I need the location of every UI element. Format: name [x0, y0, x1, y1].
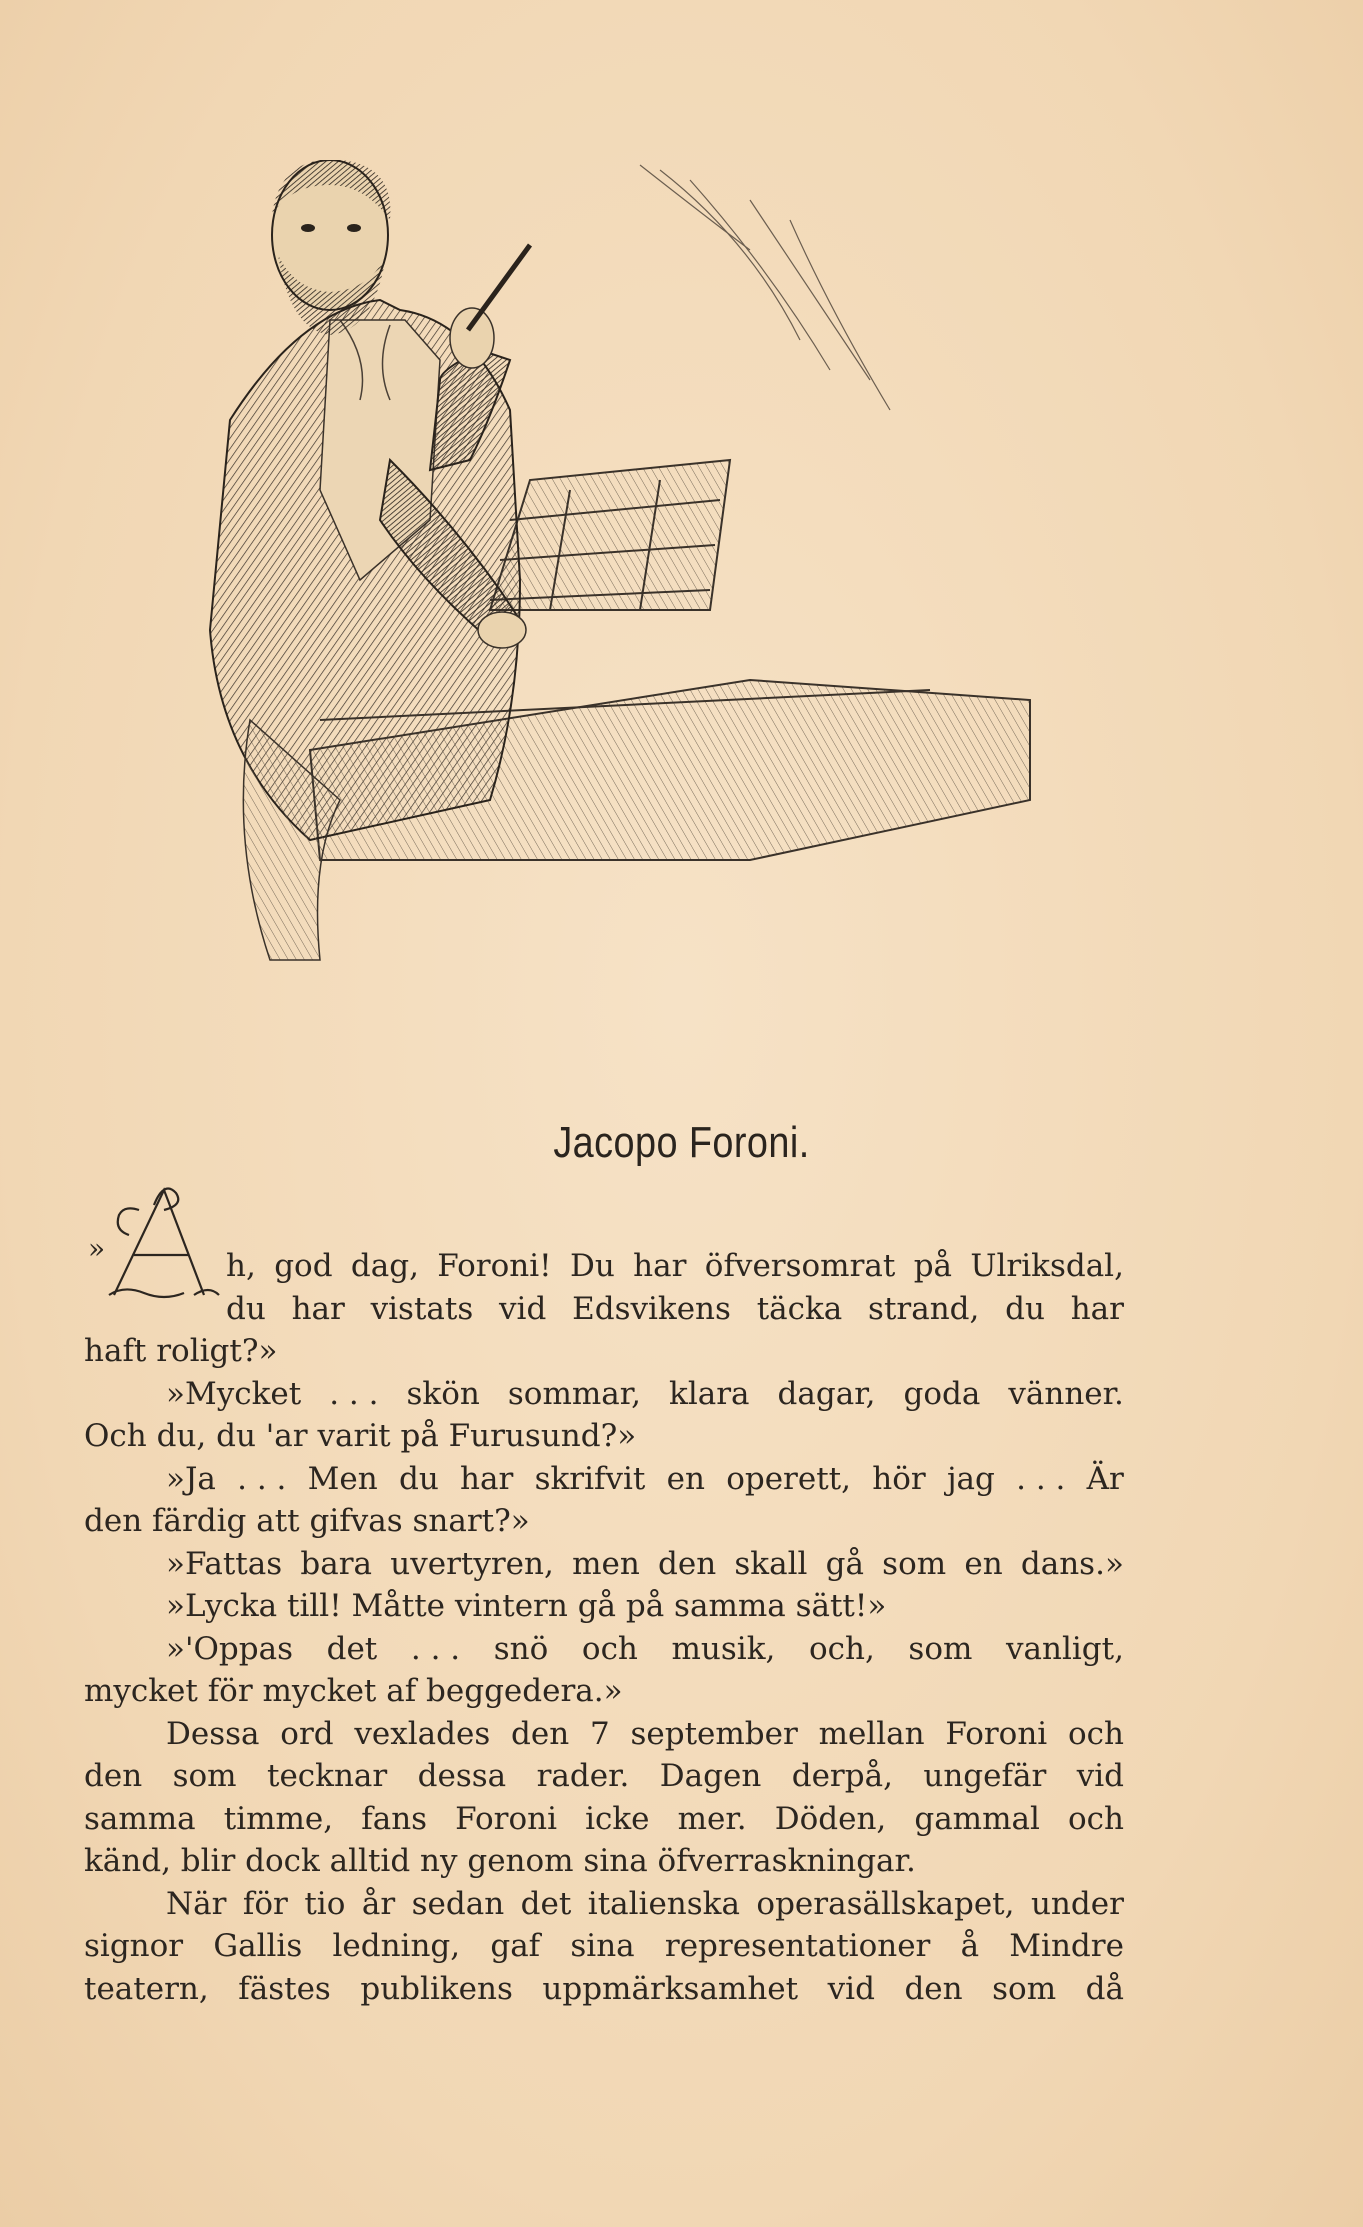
word: Du [569, 1248, 615, 1284]
word: Foroni [455, 1800, 558, 1837]
word: det [520, 1885, 572, 1922]
word: »Ja [166, 1460, 216, 1497]
word: september [630, 1715, 798, 1752]
word: år [361, 1885, 396, 1922]
word: god [274, 1248, 333, 1284]
text-line [84, 1543, 1124, 1586]
word: har [460, 1460, 514, 1497]
text-line [84, 1670, 1124, 1713]
word: men [572, 1545, 640, 1582]
word: sedan [411, 1885, 505, 1922]
word: strand, [868, 1290, 980, 1327]
portrait-caption: Jacopo Foroni. [553, 1118, 810, 1167]
word: den färdig att gifvas snart?» [84, 1503, 530, 1539]
word: gammal [914, 1800, 1040, 1837]
word: bara [300, 1545, 373, 1582]
word: för [242, 1885, 288, 1922]
text-line [84, 1840, 1124, 1883]
word: som [172, 1758, 237, 1794]
word: den [904, 1970, 963, 2007]
word: vanligt, [1006, 1630, 1124, 1667]
body-text [84, 1245, 1124, 2010]
word: uppmärksamhet [542, 1970, 799, 2007]
word: snö [493, 1630, 549, 1667]
word: ledning, [332, 1928, 461, 1964]
word: operasällskapet, [756, 1885, 1015, 1922]
word: sommar, [507, 1375, 641, 1412]
word: skrifvit [534, 1460, 646, 1497]
text-line [84, 1925, 1124, 1968]
word: klara [669, 1375, 750, 1412]
word: har [291, 1290, 345, 1327]
word: Men [307, 1460, 378, 1497]
word: sina [570, 1928, 635, 1964]
word: Är [1086, 1460, 1124, 1497]
word: . . . [237, 1460, 287, 1497]
word: icke [585, 1800, 650, 1837]
word: som [882, 1545, 947, 1582]
word: »Lycka till! Måtte vintern gå på samma sätt!» [166, 1588, 887, 1624]
word: en [964, 1545, 1003, 1582]
text-line [84, 1373, 1124, 1416]
word: ungefär [923, 1758, 1047, 1794]
word: vid [499, 1290, 547, 1327]
word: mer. [677, 1800, 747, 1837]
word: en [666, 1460, 705, 1497]
word: har [633, 1248, 687, 1284]
word: representationer [664, 1928, 931, 1964]
word: uvertyren, [390, 1545, 554, 1582]
word: Gallis [213, 1928, 303, 1964]
word: täcka [756, 1290, 843, 1327]
word: känd, blir dock alltid ny genom sina öfverraskningar. [84, 1843, 916, 1879]
word: signor [84, 1928, 184, 1964]
word: skall [734, 1545, 808, 1582]
word: h, [226, 1248, 256, 1284]
text-line [84, 1968, 1124, 2011]
word: »Fattas [166, 1545, 283, 1582]
word: under [1030, 1885, 1124, 1922]
text-line [84, 1755, 1124, 1798]
word: När [166, 1885, 227, 1922]
text-line [84, 1628, 1124, 1671]
word: mellan [818, 1715, 925, 1752]
word: fans [361, 1800, 428, 1837]
text-line [84, 1458, 1124, 1501]
opening-quote-mark: » [88, 1232, 106, 1265]
word: du [398, 1460, 439, 1497]
word: vexlades [354, 1715, 491, 1752]
text-line [84, 1883, 1124, 1926]
word: . . . [329, 1375, 379, 1412]
word: och [1068, 1715, 1124, 1752]
word: operett, [726, 1460, 851, 1497]
word: har [1070, 1290, 1124, 1327]
word: hör [872, 1460, 926, 1497]
word: »'Oppas [166, 1630, 293, 1667]
word: tio [304, 1885, 346, 1922]
word: dessa [417, 1758, 507, 1794]
word: Foroni [945, 1715, 1048, 1752]
word: teatern, [84, 1970, 209, 2007]
word: som [992, 1970, 1057, 2007]
word: det [326, 1630, 378, 1667]
word: italienska [587, 1885, 740, 1922]
word: . . . [410, 1630, 461, 1667]
word: på [913, 1248, 953, 1284]
word: fästes [238, 1970, 331, 2007]
text-line [84, 1585, 1124, 1628]
word: timme, [223, 1800, 334, 1837]
word: haft roligt?» [84, 1333, 278, 1369]
word: och [581, 1630, 638, 1667]
text-line [84, 1245, 1124, 1288]
word: tecknar [267, 1758, 388, 1794]
word: Mindre [1009, 1928, 1124, 1964]
word: skön [406, 1375, 480, 1412]
word: Ulriksdal, [970, 1248, 1124, 1284]
word: jag [946, 1460, 995, 1497]
word: å [960, 1928, 980, 1964]
word: du [1005, 1290, 1045, 1327]
word: dag, [350, 1248, 419, 1284]
conductor-portrait-illustration [190, 160, 1070, 1000]
word: publikens [360, 1970, 513, 2007]
word: Dagen [659, 1758, 762, 1794]
word: rader. [536, 1758, 630, 1794]
word: gaf [490, 1928, 541, 1964]
word: goda [903, 1375, 981, 1412]
word: gå [825, 1545, 864, 1582]
word: den [84, 1758, 143, 1794]
word: dagar, [777, 1375, 876, 1412]
word: . . . [1016, 1460, 1066, 1497]
text-line [84, 1713, 1124, 1756]
word: samma [84, 1800, 196, 1837]
word: 7 [589, 1715, 610, 1752]
word: Döden, [774, 1800, 887, 1837]
word: musik, [671, 1630, 776, 1667]
word: du [226, 1290, 266, 1327]
word: som [908, 1630, 973, 1667]
text-line [84, 1500, 1124, 1543]
word: Foroni! [437, 1248, 552, 1284]
word: öfversomrat [704, 1248, 896, 1284]
word: »Mycket [166, 1375, 302, 1412]
text-line [84, 1415, 1124, 1458]
word: Edsvikens [572, 1290, 731, 1327]
word: vänner. [1008, 1375, 1124, 1412]
text-line [84, 1330, 1124, 1373]
word: vid [827, 1970, 875, 2007]
text-line [84, 1798, 1124, 1841]
word: och [1067, 1800, 1124, 1837]
word: Dessa [166, 1715, 260, 1752]
word: dans.» [1020, 1545, 1124, 1582]
word: då [1085, 1970, 1124, 2007]
word: derpå, [791, 1758, 893, 1794]
word: ord [280, 1715, 334, 1752]
word: den [658, 1545, 717, 1582]
word: vid [1076, 1758, 1124, 1794]
word: vistats [370, 1290, 474, 1327]
word: Och du, du 'ar varit på Furusund?» [84, 1418, 637, 1454]
word: den [511, 1715, 570, 1752]
text-line [84, 1288, 1124, 1331]
word: och, [808, 1630, 875, 1667]
word: mycket för mycket af beggedera.» [84, 1673, 623, 1709]
